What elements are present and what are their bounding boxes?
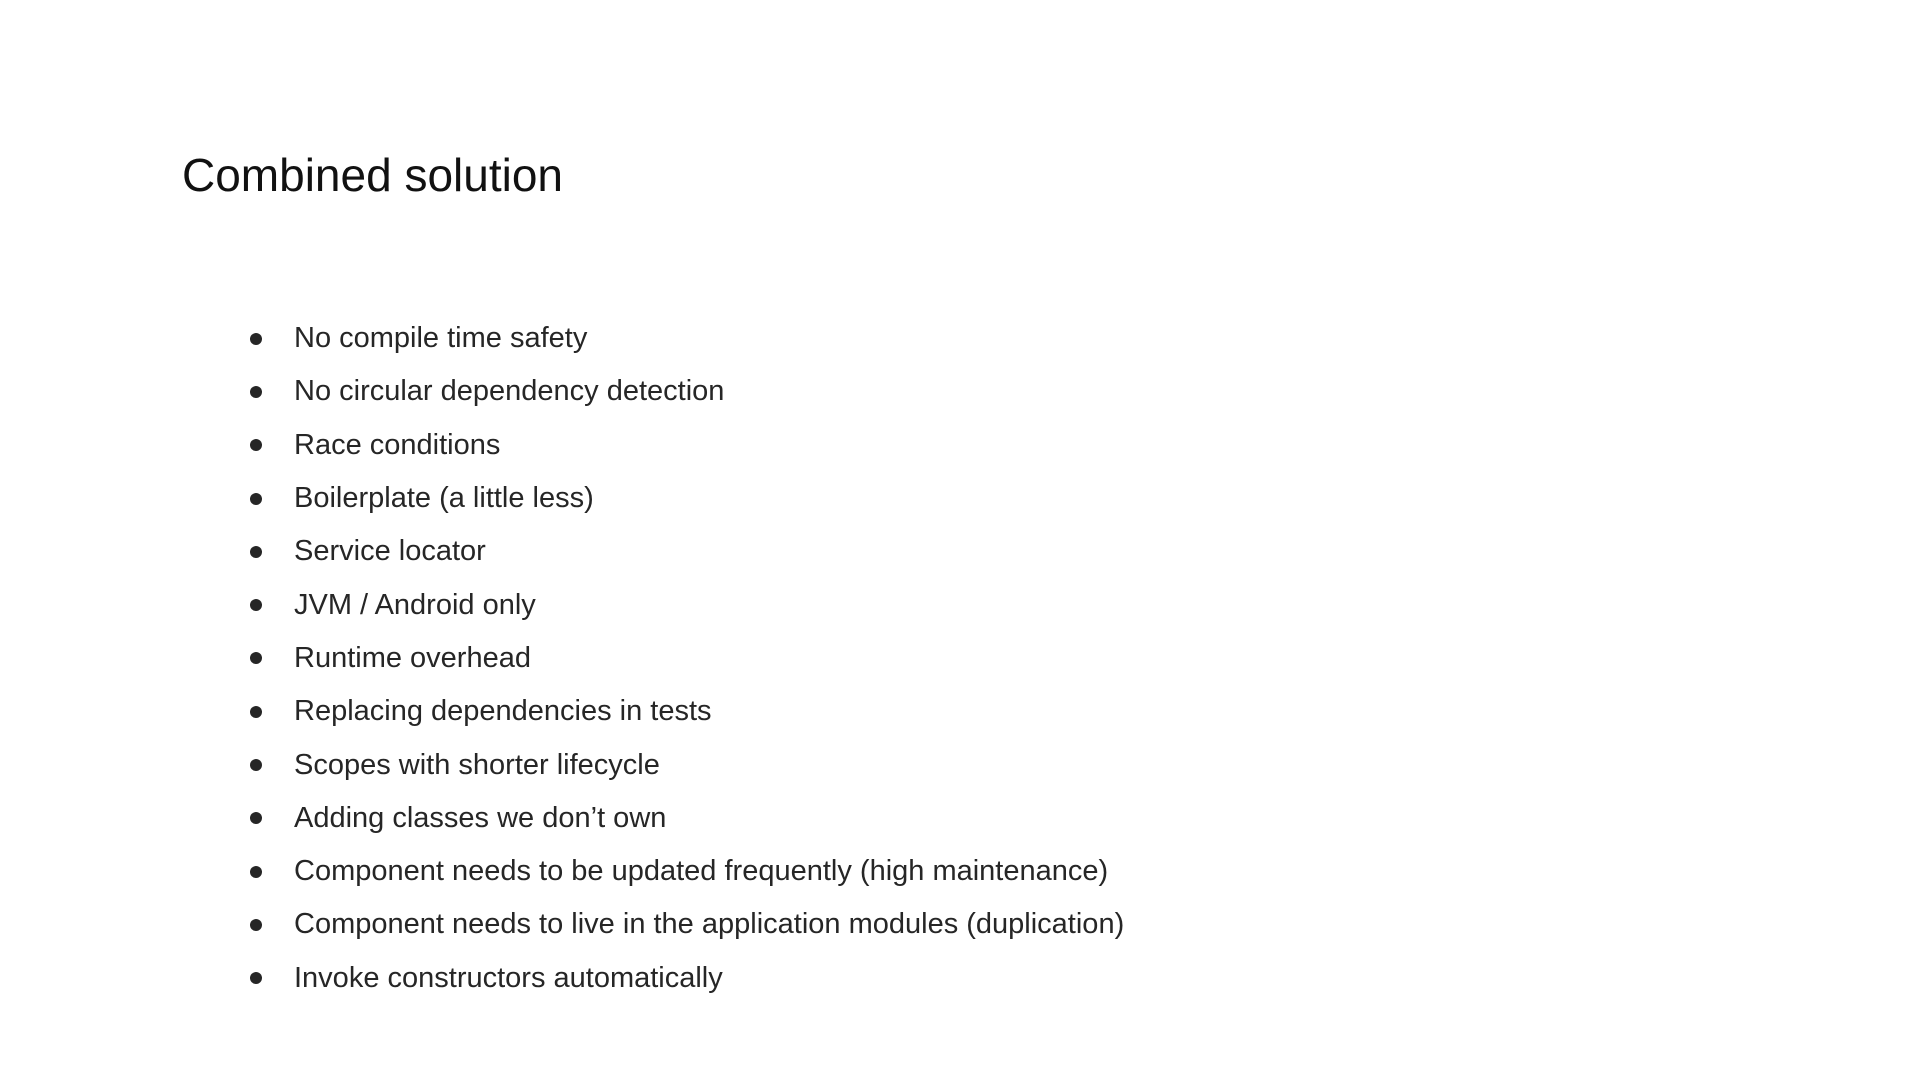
- bullet-text: No compile time safety: [294, 322, 588, 355]
- bullet-item: [250, 738, 1124, 791]
- bullet-text: Invoke constructors automatically: [294, 961, 723, 994]
- bullet-text: Race conditions: [294, 428, 501, 461]
- bullet-dot-icon: [250, 866, 262, 878]
- bullet-text: Scopes with shorter lifecycle: [294, 748, 660, 781]
- bullet-text: Adding classes we don’t own: [294, 801, 667, 834]
- bullet-dot-icon: [250, 599, 262, 611]
- bullet-dot-icon: [250, 333, 262, 345]
- bullet-dot-icon: [250, 812, 262, 824]
- bullet-dot-icon: [250, 546, 262, 558]
- bullet-item: [250, 525, 1124, 578]
- bullet-text: Component needs to be updated frequently (high maintenance): [294, 855, 1109, 888]
- bullet-text: Boilerplate (a little less): [294, 482, 594, 515]
- bullet-item: [250, 312, 1124, 365]
- bullet-dot-icon: [250, 493, 262, 505]
- bullet-text: Service locator: [294, 535, 486, 568]
- bullet-item: [250, 472, 1124, 525]
- bullet-text: Replacing dependencies in tests: [294, 695, 712, 728]
- slide-title: Combined solution: [182, 149, 564, 201]
- bullet-item: [250, 952, 1124, 1005]
- bullet-dot-icon: [250, 439, 262, 451]
- bullet-dot-icon: [250, 386, 262, 398]
- bullet-dot-icon: [250, 706, 262, 718]
- bullet-item: [250, 845, 1124, 898]
- bullet-dot-icon: [250, 759, 262, 771]
- bullet-item: [250, 365, 1124, 418]
- bullet-item: [250, 632, 1124, 685]
- bullet-item: [250, 685, 1124, 738]
- bullet-dot-icon: [250, 972, 262, 984]
- bullet-text: Runtime overhead: [294, 641, 531, 674]
- bullet-text: No circular dependency detection: [294, 375, 725, 408]
- bullet-dot-icon: [250, 652, 262, 664]
- bullet-item: [250, 792, 1124, 845]
- bullet-dot-icon: [250, 919, 262, 931]
- bullet-item: [250, 578, 1124, 631]
- bullet-text: JVM / Android only: [294, 588, 536, 621]
- bullet-list: [250, 312, 1124, 1005]
- bullet-item: [250, 419, 1124, 472]
- bullet-item: [250, 898, 1124, 951]
- bullet-text: Component needs to live in the application modules (duplication): [294, 908, 1125, 941]
